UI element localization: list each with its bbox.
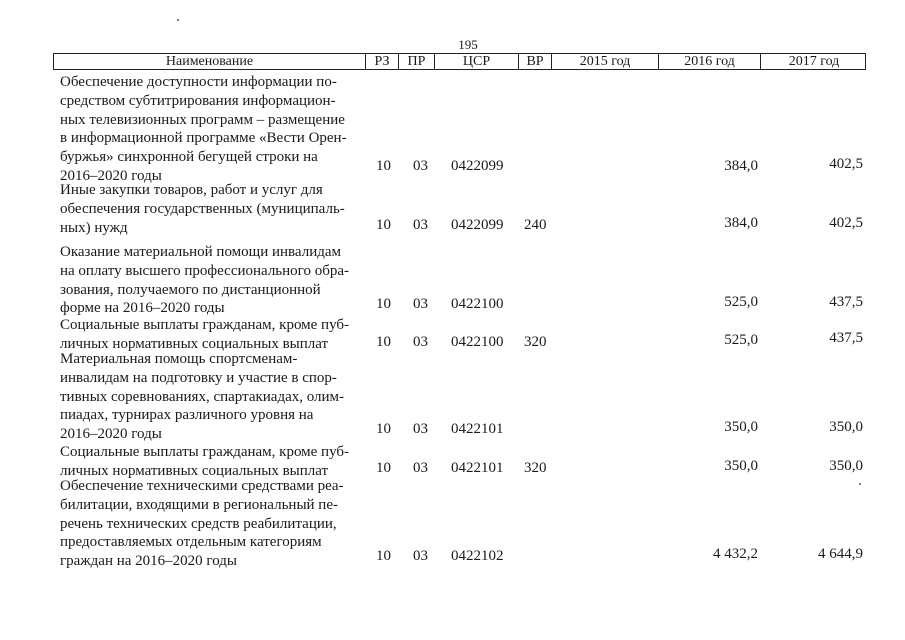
row-2017: 4 644,9 bbox=[818, 546, 863, 562]
row-2016: 4 432,2 bbox=[713, 546, 758, 562]
row-2017: 402,5 bbox=[829, 156, 863, 172]
row-2017: 437,5 bbox=[829, 294, 863, 310]
row-2017: 437,5 bbox=[829, 330, 863, 346]
row-csr: 0422099 bbox=[451, 217, 504, 233]
header-2015: 2015 год bbox=[552, 54, 659, 69]
row-csr: 0422101 bbox=[451, 460, 504, 476]
row-csr: 0422100 bbox=[451, 334, 504, 350]
row-pr: 03 bbox=[413, 334, 428, 350]
row-2016: 350,0 bbox=[724, 458, 758, 474]
row-2016: 350,0 bbox=[724, 419, 758, 435]
header-2016: 2016 год bbox=[659, 54, 761, 69]
header-name: Наименование bbox=[54, 54, 366, 69]
header-rz: РЗ bbox=[366, 54, 399, 69]
header-csr: ЦСР bbox=[435, 54, 519, 69]
row-rz: 10 bbox=[376, 548, 391, 564]
scan-speck bbox=[177, 19, 179, 21]
scan-speck bbox=[859, 483, 861, 485]
row-rz: 10 bbox=[376, 334, 391, 350]
row-rz: 10 bbox=[376, 217, 391, 233]
row-csr: 0422099 bbox=[451, 158, 504, 174]
header-pr: ПР bbox=[399, 54, 435, 69]
row-name: Материальная помощь спортсменам- инвалидам на подготовку и участие в спор- тивных соревнованиях, спартакиадах, олим- пиадах, турнирах различного уровня на 2016–2020 годы bbox=[60, 351, 345, 443]
row-pr: 03 bbox=[413, 421, 428, 437]
row-2016: 525,0 bbox=[724, 332, 758, 348]
row-name: Обеспечение техническими средствами реа- билитации, входящими в региональный пе- речень технических средств реабилитации, предоставляемых отдельным категориям граждан на 2016–2020 годы bbox=[60, 478, 344, 570]
row-2016: 384,0 bbox=[724, 215, 758, 231]
row-vr: 320 bbox=[524, 460, 547, 476]
page-number: 195 bbox=[458, 37, 478, 52]
row-rz: 10 bbox=[376, 158, 391, 174]
row-2016: 384,0 bbox=[724, 158, 758, 174]
row-name: Социальные выплаты гражданам, кроме пуб- личных нормативных социальных выплат bbox=[60, 317, 350, 352]
row-pr: 03 bbox=[413, 296, 428, 312]
row-pr: 03 bbox=[413, 217, 428, 233]
row-2016: 525,0 bbox=[724, 294, 758, 310]
row-csr: 0422102 bbox=[451, 548, 504, 564]
row-vr: 320 bbox=[524, 334, 547, 350]
row-name: Социальные выплаты гражданам, кроме пуб- личных нормативных социальных выплат bbox=[60, 444, 350, 479]
row-csr: 0422101 bbox=[451, 421, 504, 437]
row-csr: 0422100 bbox=[451, 296, 504, 312]
row-pr: 03 bbox=[413, 158, 428, 174]
row-name: Иные закупки товаров, работ и услуг для обеспечения государственных (муниципаль- ных) нужд bbox=[60, 182, 345, 236]
row-pr: 03 bbox=[413, 548, 428, 564]
row-rz: 10 bbox=[376, 296, 391, 312]
row-2017: 350,0 bbox=[829, 419, 863, 435]
table-header bbox=[53, 53, 866, 70]
row-name: Оказание материальной помощи инвалидам на оплату высшего профессионального обра- зования, получаемого по дистанционной форме на 2016–2020 годы bbox=[60, 244, 349, 317]
row-vr: 240 bbox=[524, 217, 547, 233]
row-rz: 10 bbox=[376, 421, 391, 437]
header-vr: ВР bbox=[519, 54, 552, 69]
row-2017: 350,0 bbox=[829, 458, 863, 474]
header-2017: 2017 год bbox=[788, 54, 840, 69]
row-rz: 10 bbox=[376, 460, 391, 476]
row-pr: 03 bbox=[413, 460, 428, 476]
row-2017: 402,5 bbox=[829, 215, 863, 231]
row-name: Обеспечение доступности информации по- средством субтитрирования информацион- ных телевизионных программ – размещение в информационной программе «Вести Орен- буржья» синхронной бегущей строки на 2016–2020 годы bbox=[60, 74, 347, 184]
